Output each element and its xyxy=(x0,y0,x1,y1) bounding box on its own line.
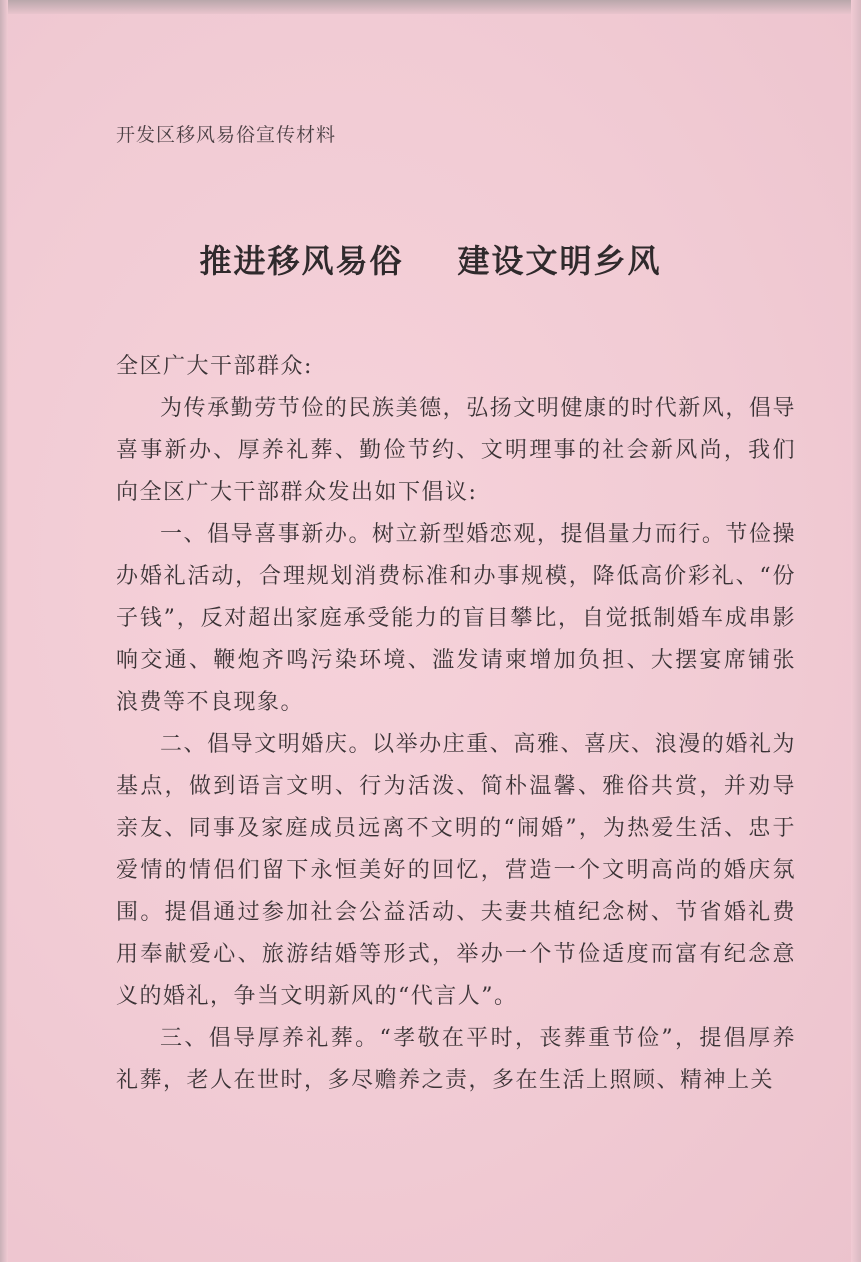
paragraph-intro: 为传承勤劳节俭的民族美德，弘扬文明健康的时代新风，倡导喜事新办、厚养礼葬、勤俭节约、文明理事的社会新风尚，我们向全区广大干部群众发出如下倡议: xyxy=(116,396,796,505)
paragraph-item-2: 二、倡导文明婚庆。以举办庄重、高雅、喜庆、浪漫的婚礼为基点，做到语言文明、行为活泼、简朴温馨、雅俗共赏，并劝导亲友、同事及家庭成员远离不文明的“闹婚”，为热爱生活、忠于爱情的情侣们留下永恒美好的回忆，营造一个文明高尚的婚庆氛围。提倡通过参加社会公益活动、夫妻共植纪念树、节省婚礼费用奉献爱心、旅游结婚等形式，举办一个节俭适度而富有纪念意义的婚礼，争当文明新风的“代言人”。 xyxy=(116,732,796,1009)
paper-top-edge xyxy=(0,0,861,14)
header-note: 开发区移风易俗宣传材料 xyxy=(116,124,337,146)
paragraph-item-1: 一、倡导喜事新办。树立新型婚恋观，提倡量力而行。节俭操办婚礼活动，合理规划消费标准和办事规模，降低高价彩礼、“份子钱”，反对超出家庭承受能力的盲目攀比，自觉抵制婚车成串影响交通、鞭炮齐鸣污染环境、滥发请柬增加负担、大摆宴席铺张浪费等不良现象。 xyxy=(116,522,796,715)
paragraph-item-3: 三、倡导厚养礼葬。“孝敬在平时，丧葬重节俭”，提倡厚养礼葬，老人在世时，多尽赡养之责，多在生活上照顾、精神上关 xyxy=(116,1026,796,1093)
title-part-2: 建设文明乡风 xyxy=(457,242,662,280)
salutation: 全区广大干部群众: xyxy=(116,354,313,379)
paper-left-edge xyxy=(0,0,8,1262)
document-body xyxy=(116,346,796,1102)
paper-right-edge xyxy=(851,0,861,1262)
document-title xyxy=(0,236,861,282)
title-part-1: 推进移风易俗 xyxy=(199,242,404,280)
